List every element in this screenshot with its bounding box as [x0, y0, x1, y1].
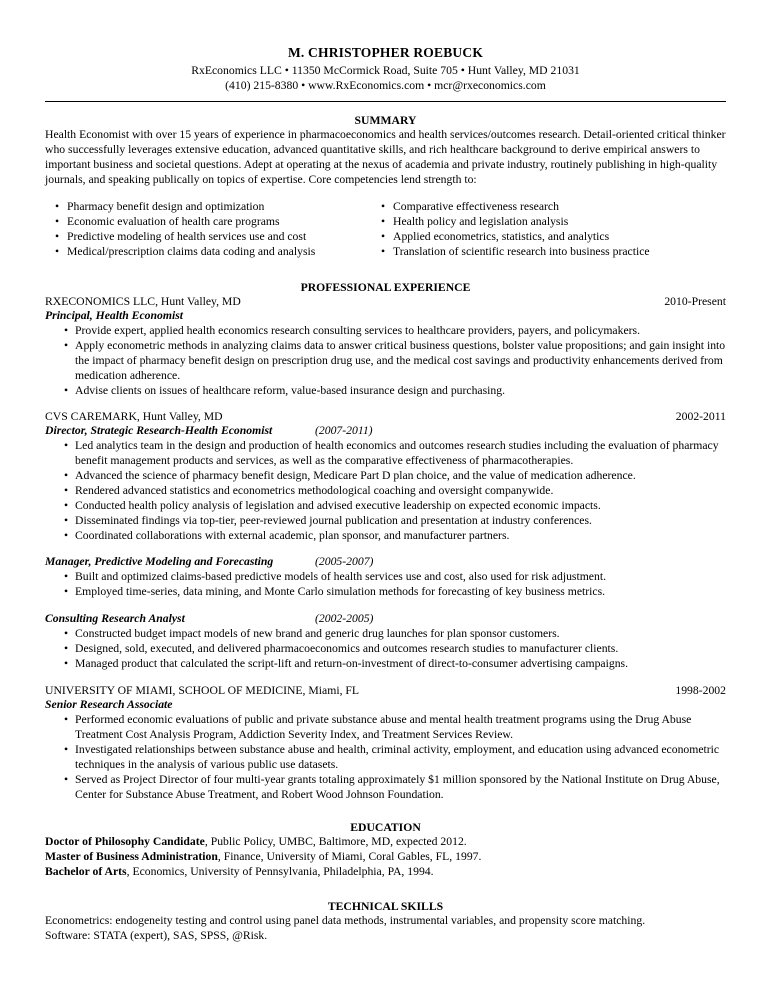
employer-years: 2002-2011	[675, 410, 726, 423]
skills-heading: TECHNICAL SKILLS	[327, 900, 444, 913]
bullet-item: • Rendered advanced statistics and econometrics methodological coaching and oversight companywide.	[45, 483, 726, 498]
employer-name: UNIVERSITY OF MIAMI, SCHOOL OF MEDICINE, Miami, FL	[45, 684, 360, 697]
employer-years: 2010-Present	[664, 295, 726, 308]
competency-item: • Translation of scientific research into business practice	[371, 244, 650, 259]
role-analyst	[45, 611, 726, 626]
role-title: Director, Strategic Research-Health Economist	[45, 424, 273, 437]
bullet-item: • Led analytics team in the design and production of health economics and outcomes research studies including the evaluation of pharmacy benefit management products and services, as well as the comparative effectiveness of pharmacotherapies.	[45, 438, 726, 468]
bullet-item: • Built and optimized claims-based predictive models of health services use and cost, also used for risk adjustment.	[45, 569, 726, 584]
bullet-item: • Served as Project Director of four multi-year grants totaling approximately $1 million sponsored by the National Institute on Drug Abuse, Center for Substance Abuse Treatment, and Robert Wood Johnson Foundation.	[45, 772, 726, 802]
summary-heading: SUMMARY	[354, 114, 417, 127]
role-dates: (2007-2011)	[315, 424, 373, 437]
role-dates: (2002-2005)	[315, 612, 374, 625]
competency-item: • Comparative effectiveness research	[371, 199, 650, 214]
education-list	[45, 834, 726, 879]
employer-cvs	[45, 409, 726, 424]
bullet-item: • Conducted health policy analysis of legislation and advised executive leadership on expected economic impacts.	[45, 498, 726, 513]
bullet-item: • Advise clients on issues of healthcare reform, value-based insurance design and purchasing.	[45, 383, 726, 398]
address-line: RxEconomics LLC • 11350 McCormick Road, Suite 705 • Hunt Valley, MD 21031	[191, 64, 580, 77]
role-dates: (2005-2007)	[315, 555, 374, 568]
bullet-item: • Performed economic evaluations of public and private substance abuse and mental health treatment programs using the Drug Abuse Treatment Cost Analysis Program, Addiction Severity Index, and Treatment Services Review.	[45, 712, 726, 742]
role-title: Principal, Health Economist	[45, 309, 183, 322]
skills-list	[45, 913, 726, 943]
employer-name: RXECONOMICS LLC, Hunt Valley, MD	[45, 295, 241, 308]
manager-bullets	[45, 569, 726, 599]
director-bullets	[45, 438, 726, 543]
competencies-left-list	[45, 199, 315, 259]
education-item	[45, 864, 726, 879]
skills-econometrics: Econometrics: endogeneity testing and control using panel data methods, instrumental variables, and propensity score matching.	[45, 914, 646, 927]
bullet-item: • Designed, sold, executed, and delivered pharmacoeconomics and outcomes research studies to manufacturer clients.	[45, 641, 726, 656]
degree-detail: , Public Policy, UMBC, Baltimore, MD, expected 2012.	[204, 835, 467, 848]
education-item	[45, 849, 726, 864]
employer-rxeconomics	[45, 294, 726, 309]
bullet-item: • Provide expert, applied health economics research consulting services to healthcare providers, payers, and policymakers.	[45, 323, 726, 338]
rxeconomics-bullets	[45, 323, 726, 398]
degree: Doctor of Philosophy Candidate	[45, 835, 205, 848]
header-divider	[45, 101, 726, 102]
degree-detail: , Economics, University of Pennsylvania, Philadelphia, PA, 1994.	[126, 865, 434, 878]
employer-miami	[45, 683, 726, 698]
competency-item: • Pharmacy benefit design and optimization	[45, 199, 315, 214]
degree: Master of Business Administration	[45, 850, 218, 863]
analyst-bullets	[45, 626, 726, 671]
contact-line: (410) 215-8380 • www.RxEconomics.com • mcr@rxeconomics.com	[225, 79, 546, 92]
employer-years: 1998-2002	[675, 684, 726, 697]
degree-detail: , Finance, University of Miami, Coral Gables, FL, 1997.	[217, 850, 482, 863]
bullet-item: • Managed product that calculated the script-lift and return-on-investment of direct-to-consumer advertising campaigns.	[45, 656, 726, 671]
competency-item: • Predictive modeling of health services use and cost	[45, 229, 315, 244]
bullet-item: • Employed time-series, data mining, and Monte Carlo simulation methods for forecasting of key business metrics.	[45, 584, 726, 599]
bullet-item: • Constructed budget impact models of new brand and generic drug launches for plan sponsor customers.	[45, 626, 726, 641]
skills-software: Software: STATA (expert), SAS, SPSS, @Risk.	[45, 929, 268, 942]
competency-item: • Applied econometrics, statistics, and analytics	[371, 229, 650, 244]
role-title: Manager, Predictive Modeling and Forecasting	[45, 555, 274, 568]
role-title: Senior Research Associate	[45, 698, 173, 711]
role-director	[45, 423, 726, 438]
degree: Bachelor of Arts	[45, 865, 127, 878]
competencies-right-list	[371, 199, 650, 259]
summary-text: Health Economist with over 15 years of experience in pharmacoeconomics and health services/outcomes research. Detail-oriented critical thinker who successfully leverages extensive education, advanced quantitative skills, and rich healthcare background to derive empirical answers to important business and societal questions. Adept at operating at the nexus of academia and private industry, routinely publishing in high-quality journals, and speaking publically on topics of expertise. Core competencies lend strength to:	[45, 128, 726, 186]
competency-item: • Health policy and legislation analysis	[371, 214, 650, 229]
miami-bullets	[45, 712, 726, 802]
role-title: Consulting Research Analyst	[45, 612, 185, 625]
candidate-name: M. CHRISTOPHER ROEBUCK	[287, 45, 484, 60]
education-heading: EDUCATION	[350, 821, 421, 834]
bullet-item: • Coordinated collaborations with external academic, plan sponsor, and manufacturer partners.	[45, 528, 726, 543]
bullet-item: • Investigated relationships between substance abuse and health, criminal activity, employment, and education using advanced econometric techniques in the analysis of various public use datasets.	[45, 742, 726, 772]
role-manager	[45, 554, 726, 569]
competency-item: • Medical/prescription claims data coding and analysis	[45, 244, 315, 259]
employer-name: CVS CAREMARK, Hunt Valley, MD	[45, 410, 223, 423]
bullet-item: • Disseminated findings via top-tier, peer-reviewed journal publication and presentation at industry conferences.	[45, 513, 726, 528]
education-item	[45, 834, 726, 849]
bullet-item: • Apply econometric methods in analyzing claims data to answer critical business questions, bolster value propositions; and gain insight into the impact of pharmacy benefit design on prescription drug use, and the medical cost savings and productivity enhancements derived from medication adherence.	[45, 338, 726, 383]
experience-heading: PROFESSIONAL EXPERIENCE	[300, 281, 471, 294]
bullet-item: • Advanced the science of pharmacy benefit design, Medicare Part D plan choice, and the value of medication adherence.	[45, 468, 726, 483]
competency-item: • Economic evaluation of health care programs	[45, 214, 315, 229]
